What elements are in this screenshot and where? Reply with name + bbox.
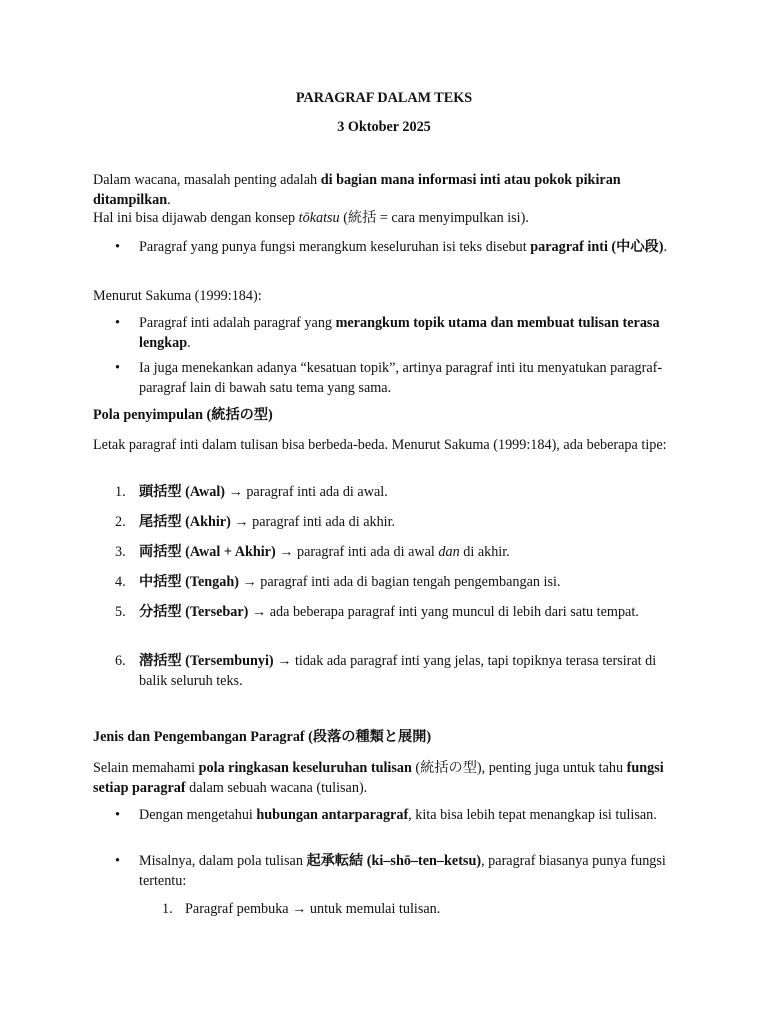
text-run: → paragraf inti ada di awal. [225,484,388,500]
pola-item-5 [139,602,678,622]
bold-run: 両括型 (Awal + Akhir) [139,544,276,560]
text-run: . [663,239,667,255]
text-run: → tidak ada paragraf inti yang jelas, tapi topiknya terasa tersirat di balik seluruh teks. [139,653,657,689]
text-run: Hal ini bisa dijawab dengan konsep [93,210,299,226]
text-run: (統括 = cara menyimpulkan isi). [339,210,529,226]
bold-run: di bagian mana informasi inti atau pokok pikiran ditampilkan [93,172,621,208]
bullet-marker: • [115,807,120,823]
bold-run: paragraf inti (中心段) [530,239,664,255]
list-number: 1. [115,484,126,500]
text-run: Paragraf inti adalah paragraf yang [139,315,336,331]
text-run: → ada beberapa paragraf inti yang muncul di lebih dari satu tempat. [248,604,639,620]
text-run: Selain memahami [93,760,199,776]
bullet-marker: • [115,239,120,255]
text-run: di akhir. [459,544,510,560]
bold-run: fungsi setiap paragraf [93,760,664,796]
text-run: → paragraf inti ada di bagian tengah pengembangan isi. [238,574,561,590]
list-number: 6. [115,653,126,669]
bullet-marker: • [115,853,120,869]
pola-item-3 [139,542,678,562]
text-run: (統括の型), penting juga untuk tahu [411,760,627,776]
jenis-heading: Jenis dan Pengembangan Paragraf (段落の種類と展開) [93,729,432,745]
intro-bullet-1 [139,237,678,257]
bold-run: 分括型 (Tersebar) [139,604,249,620]
bold-run: 尾括型 (Akhir) [139,514,231,530]
document-title: PARAGRAF DALAM TEKS [295,90,473,106]
bold-run: 潜括型 (Tersembunyi) [139,653,274,669]
jenis-bullet-2 [139,851,678,891]
intro-paragraph-2 [93,208,678,228]
text-run: Paragraf yang punya fungsi merangkum keseluruhan isi teks disebut [139,239,531,255]
sakuma-bullet-1 [139,313,678,353]
text-run: . [167,192,171,208]
bold-run: 頭括型 (Awal) [139,484,226,500]
text-run: , kita bisa lebih tepat menangkap isi tulisan. [408,807,657,823]
pola-item-1 [139,482,678,502]
list-number: 1. [162,901,173,917]
intro-paragraph-1 [93,170,678,210]
bullet-marker: • [115,360,120,376]
bold-run: 中括型 (Tengah) [139,574,239,590]
bold-run: hubungan antarparagraf [256,807,409,823]
jenis-sub-item-1: Paragraf pembuka → untuk memulai tulisan. [185,901,441,917]
text-run: → paragraf inti ada di awal [275,544,439,560]
list-number: 3. [115,544,126,560]
italic-run: tōkatsu [298,210,340,226]
text-run: dalam sebuah wacana (tulisan). [185,780,368,796]
document-date: 3 Oktober 2025 [337,119,431,135]
italic-run: dan [438,544,460,560]
text-run: Dalam wacana, masalah penting adalah [93,172,321,188]
list-number: 5. [115,604,126,620]
bold-run: pola ringkasan keseluruhan tulisan [198,760,412,776]
pola-item-6 [139,651,678,691]
text-run: , paragraf biasanya punya fungsi tertentu: [139,853,666,889]
pola-intro: Letak paragraf inti dalam tulisan bisa berbeda-beda. Menurut Sakuma (1999:184), ada beberapa tipe: [93,437,667,453]
jenis-bullet-1 [139,805,678,825]
bold-run: merangkum topik utama dan membuat tulisan terasa lengkap [139,315,660,351]
text-run: Misalnya, dalam pola tulisan [139,853,307,869]
pola-item-4 [139,572,678,592]
text-run: → paragraf inti ada di akhir. [230,514,396,530]
pola-heading: Pola penyimpulan (統括の型) [93,407,273,423]
text-run: Dengan mengetahui [139,807,257,823]
jenis-paragraph [93,758,678,798]
list-number: 4. [115,574,126,590]
bullet-marker: • [115,315,120,331]
bold-run: 起承転結 (ki–shō–ten–ketsu) [306,853,482,869]
text-run: . [187,335,191,351]
list-number: 2. [115,514,126,530]
sakuma-label: Menurut Sakuma (1999:184): [93,288,262,304]
pola-item-2 [139,512,678,532]
sakuma-bullet-2: Ia juga menekankan adanya “kesatuan topik”, artinya paragraf inti itu menyatukan paragraf-paragraf lain di bawah satu tema yang sama. [139,360,663,396]
